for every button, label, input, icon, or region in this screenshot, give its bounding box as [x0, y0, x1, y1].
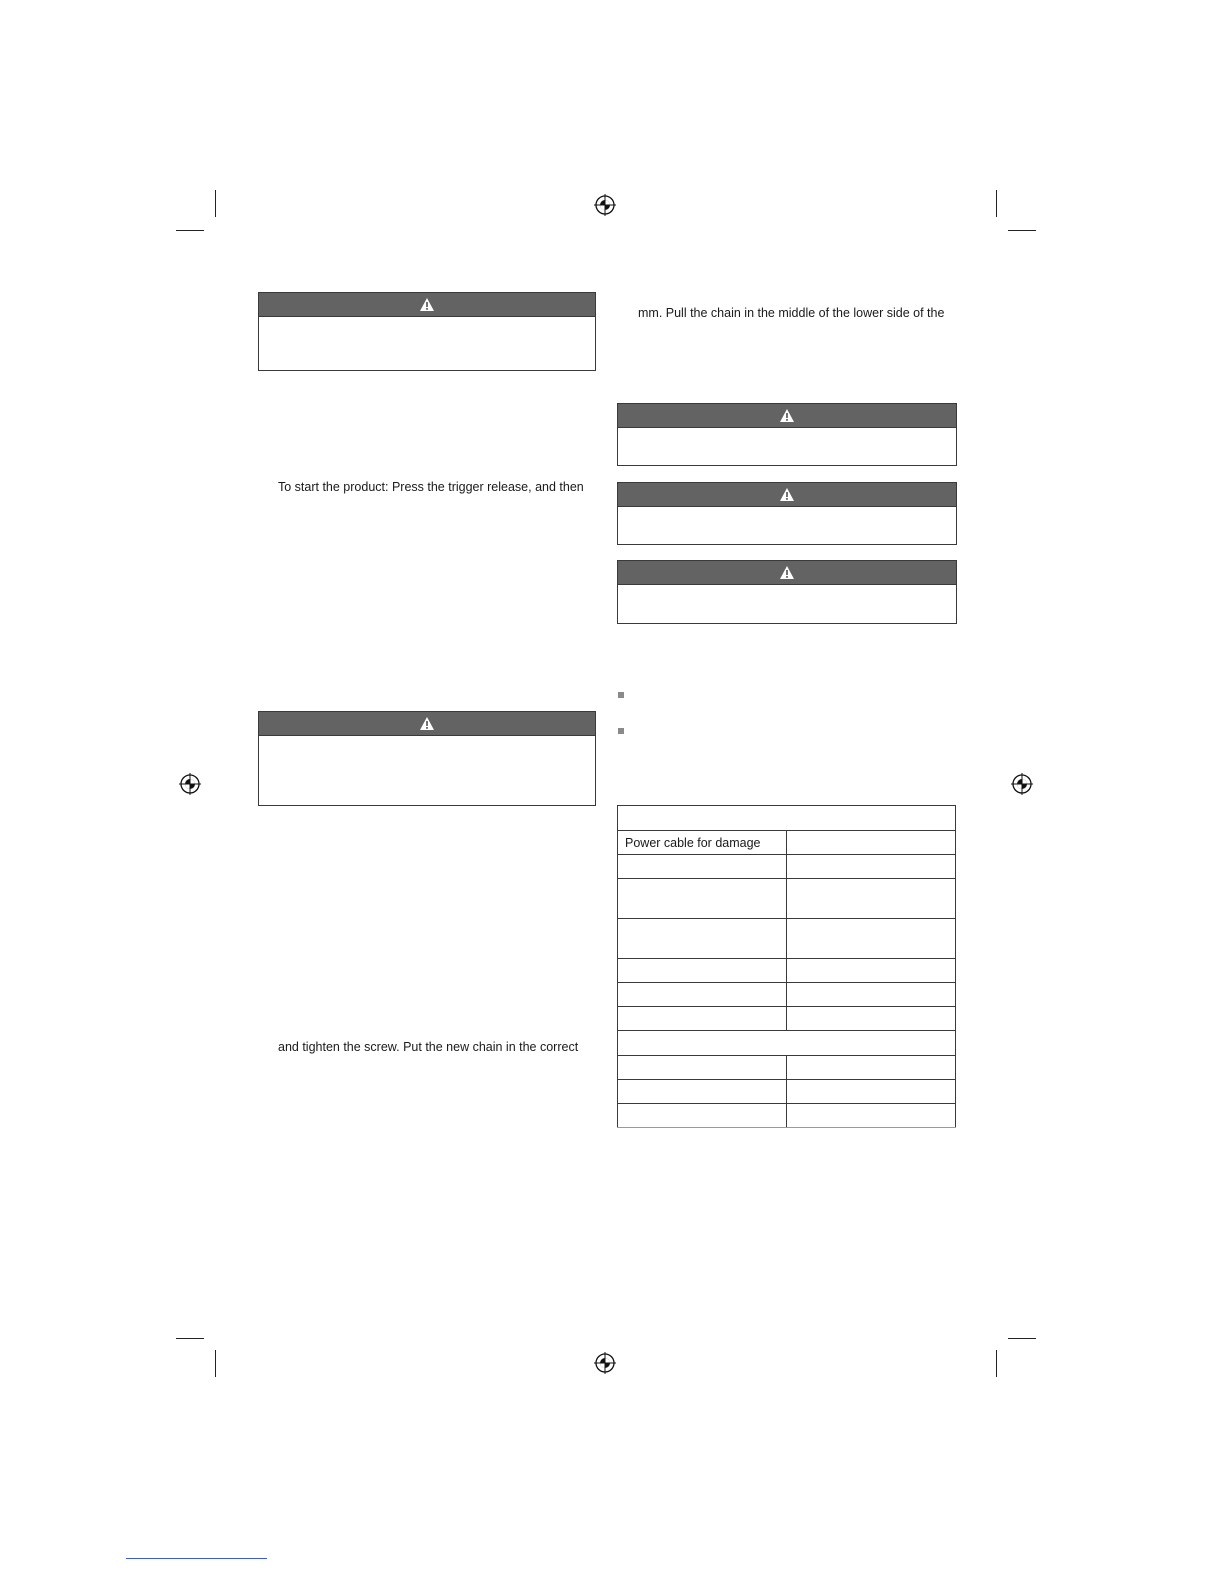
table-row — [618, 806, 956, 831]
table-row — [618, 1104, 956, 1128]
warning-triangle-icon — [779, 565, 795, 580]
table-cell — [787, 919, 956, 959]
table-cell — [618, 855, 787, 879]
table-cell — [787, 983, 956, 1007]
table-cell — [618, 983, 787, 1007]
table-cell: Power cable for damage — [618, 831, 787, 855]
warning-header — [259, 712, 595, 736]
bullet-marker — [618, 728, 624, 734]
warning-box-5 — [617, 560, 957, 624]
warning-box-1 — [258, 292, 596, 371]
warning-box-3 — [617, 403, 957, 466]
crop-mark-top-left-horizontal — [176, 230, 204, 231]
table-cell — [618, 879, 787, 919]
chain-replacement-text: and tighten the screw. Put the new chain in the correct — [278, 1040, 579, 1054]
table-row — [618, 1080, 956, 1104]
warning-triangle-icon — [779, 487, 795, 502]
registration-mark-icon-top — [594, 194, 616, 216]
crop-mark-bottom-right-vertical — [996, 1350, 997, 1377]
table-cell — [787, 855, 956, 879]
warning-triangle-icon — [419, 297, 435, 312]
footer-link-underline[interactable] — [126, 1558, 267, 1559]
table-row — [618, 831, 956, 855]
table-cell — [787, 1056, 956, 1080]
warning-header — [618, 404, 956, 428]
warning-triangle-icon — [419, 716, 435, 731]
table-cell — [618, 1080, 787, 1104]
maintenance-table — [617, 805, 956, 1128]
table-cell — [618, 806, 956, 831]
table-row — [618, 1007, 956, 1031]
crop-mark-bottom-left-vertical — [215, 1350, 216, 1377]
crop-mark-top-right-vertical — [996, 190, 997, 217]
warning-box-4 — [617, 482, 957, 545]
table-cell — [618, 959, 787, 983]
table-cell — [787, 959, 956, 983]
warning-header — [618, 561, 956, 585]
warning-triangle-icon — [779, 408, 795, 423]
table-cell — [618, 1056, 787, 1080]
crop-mark-top-right-horizontal — [1008, 230, 1036, 231]
table-row — [618, 879, 956, 919]
warning-header — [618, 483, 956, 507]
table-cell — [618, 1104, 787, 1128]
table-row — [618, 855, 956, 879]
table-row — [618, 959, 956, 983]
table-cell — [618, 919, 787, 959]
table-row — [618, 1031, 956, 1056]
table-cell — [787, 1080, 956, 1104]
crop-mark-bottom-left-horizontal — [176, 1338, 204, 1339]
crop-mark-bottom-right-horizontal — [1008, 1338, 1036, 1339]
table-cell — [618, 1031, 956, 1056]
table-row — [618, 983, 956, 1007]
table-cell — [787, 1007, 956, 1031]
table-row — [618, 1056, 956, 1080]
start-product-text: To start the product: Press the trigger release, and then — [278, 480, 584, 494]
registration-mark-icon-right — [1011, 773, 1033, 795]
warning-header — [259, 293, 595, 317]
registration-mark-icon-left — [179, 773, 201, 795]
table-cell — [787, 831, 956, 855]
table-cell — [787, 1104, 956, 1128]
table-row — [618, 919, 956, 959]
table-cell — [618, 1007, 787, 1031]
crop-mark-top-left-vertical — [215, 190, 216, 217]
warning-box-2 — [258, 711, 596, 806]
table-cell — [787, 879, 956, 919]
chain-tension-text: mm. Pull the chain in the middle of the lower side of the — [638, 306, 945, 320]
registration-mark-icon-bottom — [594, 1352, 616, 1374]
bullet-marker — [618, 692, 624, 698]
